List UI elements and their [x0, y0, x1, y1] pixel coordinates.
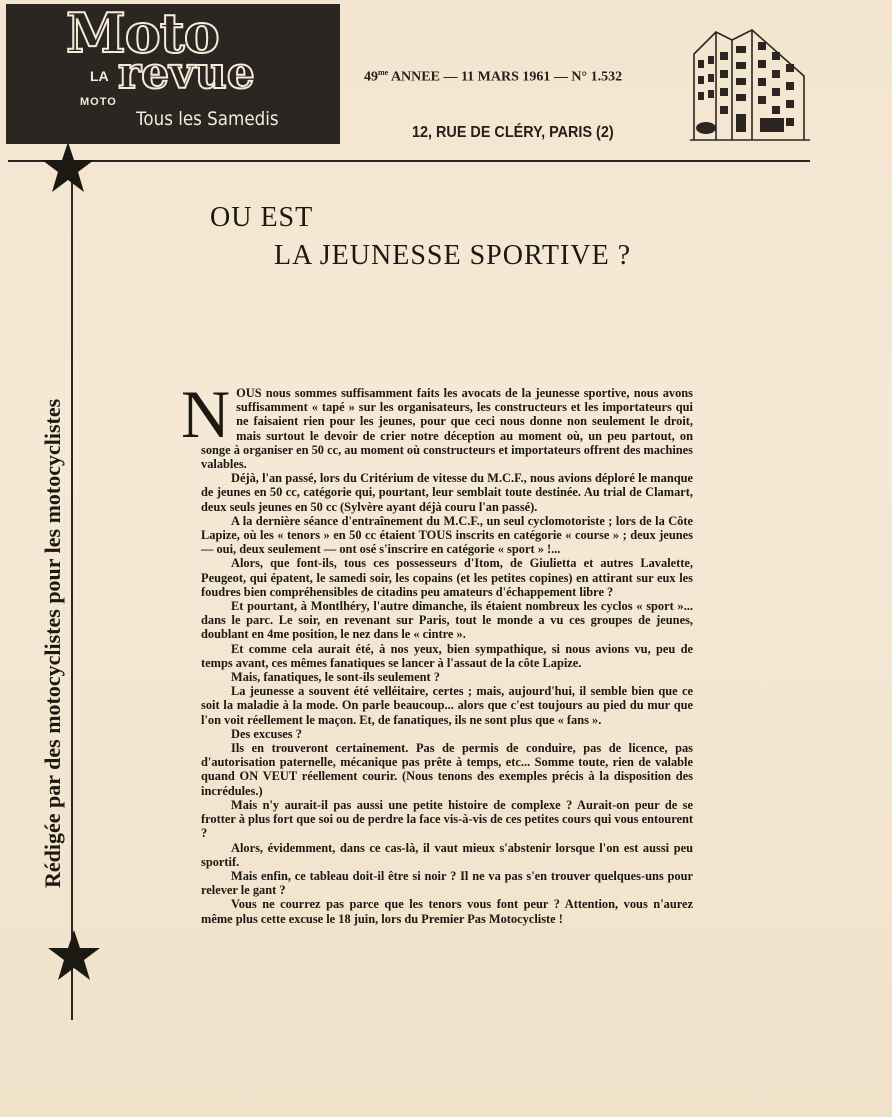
issue-line [364, 68, 622, 86]
article-paragraph: NOUS nous sommes suffisamment faits les avocats de la jeunesse sportive, nous avons suffisamment « tapé » sur les organisateurs, les constructeurs et les importateurs qui ne faisaient rien pour les jeunes, pour que ceci nous donne non seulement le droit, mais surtout le devoir de crier notre déception au moment où, un peu partout, on songe à organiser en 50 cc, au moment où constructeurs et importateurs offrent des machines valables. [181, 376, 694, 472]
article-paragraph: Vous ne courrez pas parce que les tenors vous font peur ? Attention, vous n'aurez même plus cette excuse le 18 juin, lors du Premier Pas Motocycliste ! [201, 897, 693, 926]
article-body [181, 376, 694, 926]
masthead-tagline: Tous les Samedis [136, 108, 279, 130]
article-paragraph: Alors, que font-ils, tous ces possesseurs d'Itom, de Giulietta et autres Lavalette, Peugeot, qui épatent, le samedi soir, les copains (et les petites copines) en attirant sur eux les foudres bien compréhensibles de citadins peu amateurs d'échappement libre ? [201, 556, 693, 599]
masthead [6, 1, 340, 144]
article-paragraph: Déjà, l'an passé, lors du Critérium de vitesse du M.C.F., nous avions déploré le manque de jeunes en 50 cc, catégorie qui, pourtant, leur semblait toute destinée. Au trial de Clamart, deux seuls jeunes en 50 cc (Sylvère ayant déjà couru l'an passé). [201, 471, 693, 514]
building-illustration [686, 24, 816, 144]
article-paragraph: Mais, fanatiques, le sont-ils seulement ? [231, 670, 440, 685]
logo-moto: Moto [66, 1, 219, 65]
side-divider [71, 170, 73, 1020]
top-divider [8, 160, 810, 162]
address: 12, RUE DE CLÉRY, PARIS (2) [412, 124, 614, 141]
article-paragraph: Des excuses ? [231, 726, 302, 741]
logo-la: LA [90, 68, 109, 84]
article-paragraph: Et pourtant, à Montlhéry, l'autre dimanche, ils étaient nombreux les cyclos « sport »... dans le parc. Le soir, en revenant sur Paris, tout le monde a vu ces groupes de jeunes, doublant en 4me position, le nez dans le « cintre ». [201, 599, 693, 642]
logo-revue: revue [118, 48, 255, 99]
article-paragraph: Mais n'y aurait-il pas aussi une petite histoire de complexe ? Aurait-on peur de se frotter à plus fort que soi ou de perdre la face vis-à-vis de ces petites cours qui vous entourent ? [201, 797, 693, 841]
article-paragraph: Ils en trouveront certainement. Pas de permis de conduire, pas de licence, pas d'autorisation paternelle, mécanique pas prête à temps, etc... Somme toute, rien de valable quand ON VEUT réellement courir. (Nous tenons des exemples précis à la disposition des incrédules.) [201, 741, 693, 798]
article-title-line1: OU EST [210, 202, 314, 233]
article-paragraph: Alors, évidemment, dans ce cas-là, il vaut mieux s'abstenir lorsque l'on est aussi peu sportif. [201, 840, 693, 869]
issue-year-suffix: me [378, 68, 389, 77]
article-paragraph: La jeunesse a souvent été velléitaire, certes ; mais, aujourd'hui, il semble bien que ce soit la maladie à la mode. On parle beaucoup... alors que c'est toujours au pied du mur que l'on voit réellement le maçon. Et, de fanatiques, ils ne sont plus que « fans ». [201, 684, 693, 727]
star-icon [40, 140, 96, 196]
logo-moto-small: MOTO [80, 96, 117, 108]
article-title-line2: LA JEUNESSE SPORTIVE ? [274, 240, 632, 271]
issue-details: ANNEE — 11 MARS 1961 — N° 1.532 [388, 69, 623, 85]
article-paragraph: Et comme cela aurait été, à nos yeux, bien sympathique, si nous avions vu, peu de temps avant, ces mêmes fanatiques se lancer à l'assaut de la côte Lapize. [201, 641, 693, 670]
article-paragraph: Mais enfin, ce tableau doit-il être si noir ? Il ne va pas s'en trouver quelques-uns pour relever le gant ? [201, 868, 693, 898]
side-tagline: Rédigée par des motocyclistes pour les motocyclistes [40, 398, 65, 888]
article-paragraph: A la dernière séance d'entraînement du M.C.F., un seul cyclomotoriste ; lors de la Côte Lapize, où les « tenors » en 50 cc étaient TOUS inscrits en catégorie « course » ; deux jeunes — oui, deux seulement — ont osé s'inscrire en catégorie « sport » !... [201, 513, 693, 557]
star-icon [46, 928, 102, 984]
drop-cap: N [181, 376, 231, 452]
issue-year: 49 [364, 69, 378, 85]
